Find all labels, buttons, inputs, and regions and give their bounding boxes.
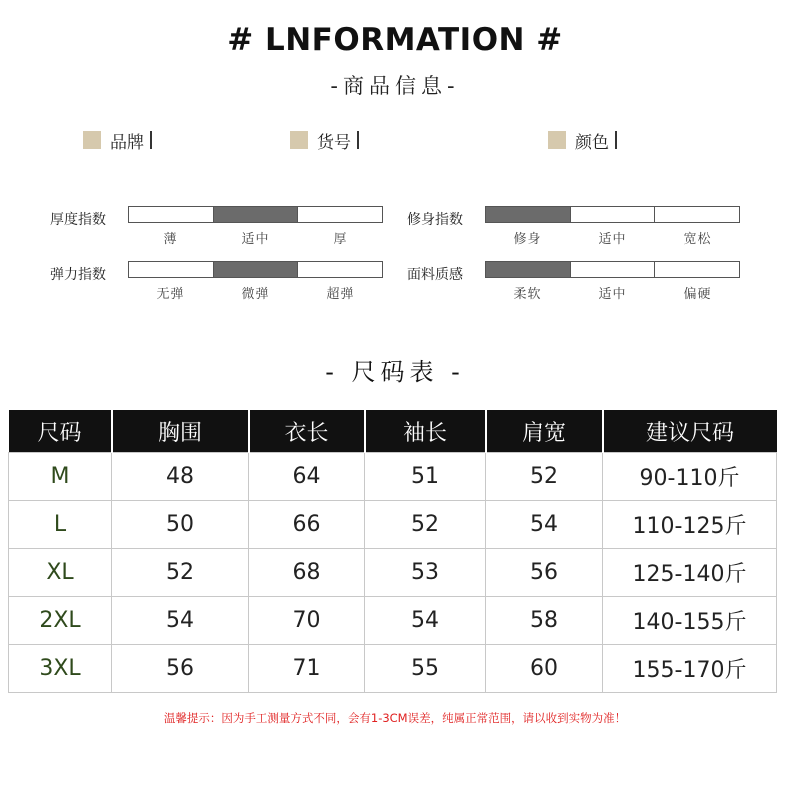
scale-option: 偏硬 — [683, 287, 712, 302]
info-item-no — [290, 129, 359, 151]
cell-recommended: 140-155斤 — [603, 597, 777, 645]
cell-chest: 48 — [112, 453, 249, 501]
cell-shoulder: 60 — [486, 645, 603, 693]
cell-length: 64 — [249, 453, 365, 501]
scale-bar — [485, 261, 740, 278]
scale-segment — [129, 262, 213, 277]
cell-sleeve: 51 — [365, 453, 486, 501]
cell-shoulder: 56 — [486, 549, 603, 597]
cell-sleeve: 54 — [365, 597, 486, 645]
cell-sleeve: 55 — [365, 645, 486, 693]
cell-recommended: 90-110斤 — [603, 453, 777, 501]
cell-shoulder: 52 — [486, 453, 603, 501]
header-shoulder: 肩宽 — [486, 410, 603, 453]
divider — [615, 131, 617, 149]
scale-option: 薄 — [163, 232, 178, 247]
cell-size: 3XL — [9, 645, 112, 693]
table-row — [9, 501, 777, 549]
scale-option: 柔软 — [513, 287, 542, 302]
scale-segment — [297, 262, 382, 277]
cell-length: 71 — [249, 645, 365, 693]
info-brand — [83, 129, 152, 151]
scale-option: 适中 — [598, 232, 627, 247]
page-title: # LNFORMATION # — [227, 22, 563, 58]
info-item-no-label: 货号 — [317, 132, 351, 153]
scale-option: 修身 — [513, 232, 542, 247]
divider — [357, 131, 359, 149]
table-row — [9, 549, 777, 597]
cell-length: 70 — [249, 597, 365, 645]
header-length: 衣长 — [249, 410, 365, 453]
cell-sleeve: 52 — [365, 501, 486, 549]
table-header-row — [9, 410, 777, 453]
cell-chest: 56 — [112, 645, 249, 693]
square-bullet-icon — [548, 131, 566, 149]
scale-option: 厚 — [333, 232, 348, 247]
scale-option: 超弹 — [326, 287, 355, 302]
cell-sleeve: 53 — [365, 549, 486, 597]
scale-option: 无弹 — [156, 287, 185, 302]
info-color — [548, 129, 617, 151]
cell-size: XL — [9, 549, 112, 597]
header-chest: 胸围 — [112, 410, 249, 453]
scale-segment — [213, 207, 298, 222]
scale-segment — [486, 207, 570, 222]
scale-segment — [129, 207, 213, 222]
cell-chest: 52 — [112, 549, 249, 597]
info-color-label: 颜色 — [575, 132, 609, 153]
divider — [150, 131, 152, 149]
scale-option: 微弹 — [241, 287, 270, 302]
cell-length: 68 — [249, 549, 365, 597]
scale-label: 弹力指数 — [50, 267, 106, 283]
cell-chest: 50 — [112, 501, 249, 549]
page-subtitle: -商品信息- — [330, 74, 460, 98]
cell-size: M — [9, 453, 112, 501]
scale-bar — [128, 206, 383, 223]
scale-segment — [654, 207, 739, 222]
header-size: 尺码 — [9, 410, 112, 453]
cell-shoulder: 54 — [486, 501, 603, 549]
measurement-note: 温馨提示：因为手工测量方式不同，会有1-3CM误差，纯属正常范围，请以收到实物为准！ — [163, 711, 627, 725]
header-sleeve: 袖长 — [365, 410, 486, 453]
scale-segment — [570, 262, 655, 277]
scale-segment — [570, 207, 655, 222]
scale-option: 适中 — [598, 287, 627, 302]
cell-size: L — [9, 501, 112, 549]
scale-label: 修身指数 — [407, 212, 463, 228]
scale-segment — [486, 262, 570, 277]
cell-recommended: 125-140斤 — [603, 549, 777, 597]
header-recommended: 建议尺码 — [603, 410, 777, 453]
scale-label: 厚度指数 — [50, 212, 106, 228]
scale-bar — [485, 206, 740, 223]
scale-segment — [213, 262, 298, 277]
square-bullet-icon — [83, 131, 101, 149]
scale-bar — [128, 261, 383, 278]
cell-length: 66 — [249, 501, 365, 549]
table-row — [9, 453, 777, 501]
cell-recommended: 155-170斤 — [603, 645, 777, 693]
cell-shoulder: 58 — [486, 597, 603, 645]
square-bullet-icon — [290, 131, 308, 149]
cell-chest: 54 — [112, 597, 249, 645]
cell-size: 2XL — [9, 597, 112, 645]
table-row — [9, 645, 777, 693]
table-row — [9, 597, 777, 645]
cell-recommended: 110-125斤 — [603, 501, 777, 549]
scale-segment — [654, 262, 739, 277]
scale-option: 宽松 — [683, 232, 712, 247]
scale-label: 面料质感 — [407, 267, 463, 283]
info-brand-label: 品牌 — [110, 132, 144, 153]
scale-segment — [297, 207, 382, 222]
scale-option: 适中 — [241, 232, 270, 247]
size-table — [8, 410, 777, 693]
size-chart-heading: - 尺码表 - — [325, 358, 465, 386]
